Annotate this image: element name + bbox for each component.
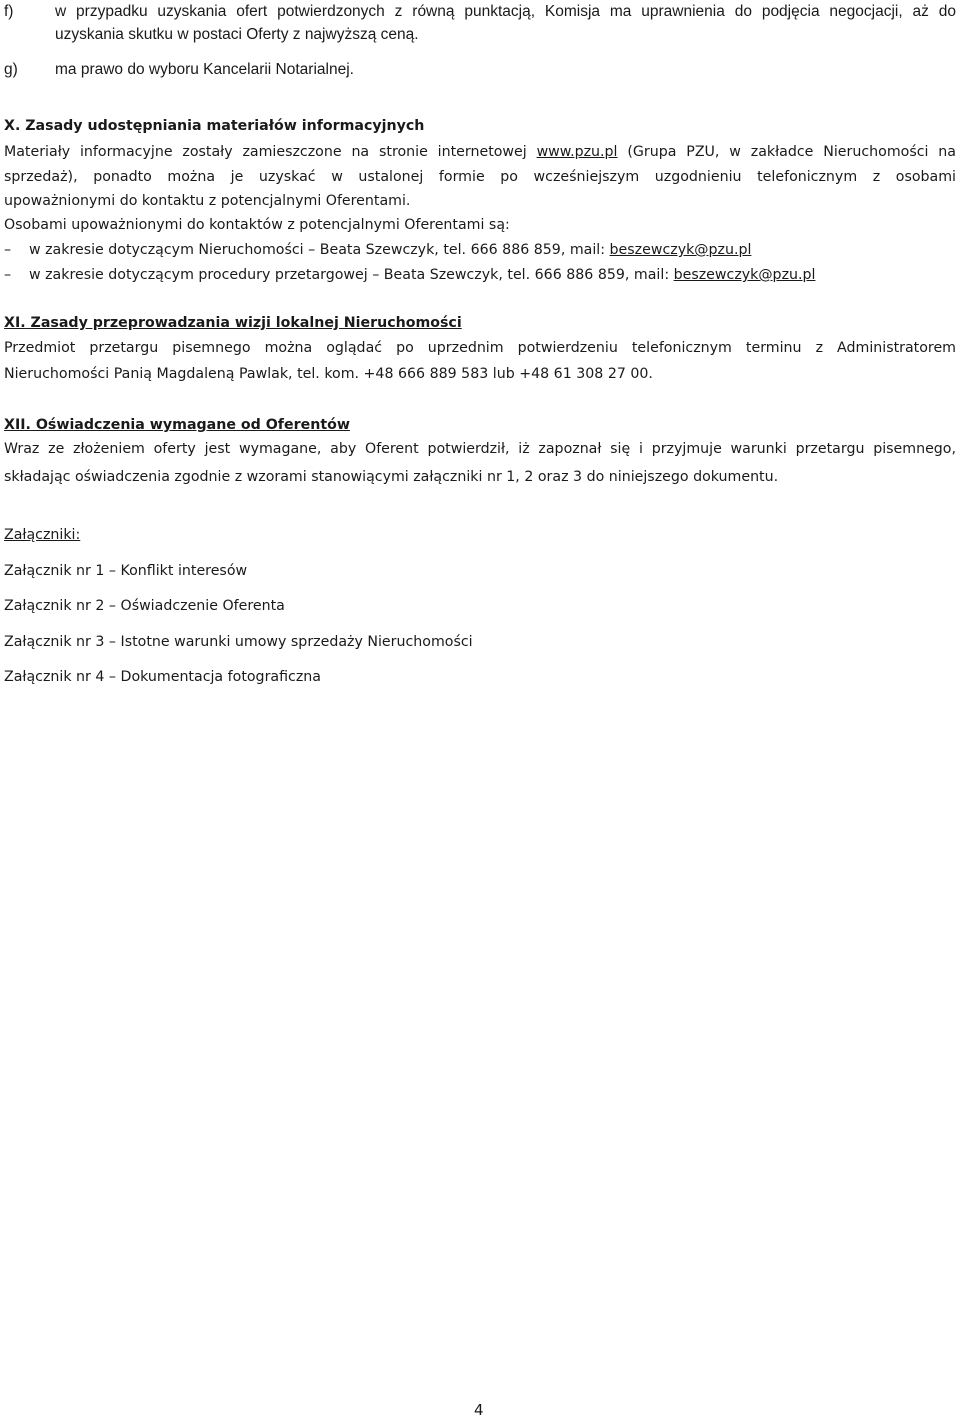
- email-link[interactable]: beszewczyk@pzu.pl: [673, 267, 816, 283]
- section-xi-line1: Przedmiot przetargu pisemnego można oglądać po uprzednim potwierdzeniu telefonicznym terminu z Administratorem: [4, 340, 956, 356]
- section-xii-line1: Wraz ze złożeniem oferty jest wymagane, aby Oferent potwierdził, iż zapoznał się i przyjmuje warunki przetargu pisemnego,: [4, 441, 956, 457]
- section-x-paragraph-line1: [4, 144, 956, 160]
- section-xi-heading: [4, 315, 960, 331]
- contact-item: [4, 242, 960, 258]
- dash-bullet: –: [4, 267, 12, 283]
- text: (Grupa PZU, w zakładce Nieruchomości na: [617, 144, 956, 160]
- list-marker: g): [4, 61, 18, 78]
- heading-text: Oświadczenia wymagane od Oferentów: [30, 417, 350, 433]
- list-item-f: [0, 3, 960, 21]
- heading-text: Zasady przeprowadzania wizji lokalnej Nieruchomości: [25, 315, 462, 331]
- dash-bullet: –: [4, 242, 12, 258]
- attachment-item: Załącznik nr 2 – Oświadczenie Oferenta: [4, 598, 285, 614]
- section-x-paragraph-line3: upoważnionymi do kontaktu z potencjalnymi Oferentami.: [4, 193, 411, 209]
- text: Materiały informacyjne zostały zamieszczone na stronie internetowej: [4, 144, 537, 160]
- section-x-contacts-intro: Osobami upoważnionymi do kontaktów z potencjalnymi Oferentami są:: [4, 217, 510, 233]
- contact-text: w zakresie dotyczącym procedury przetargowej – Beata Szewczyk, tel. 666 886 859, mail:: [29, 267, 674, 283]
- contact-text: w zakresie dotyczącym Nieruchomości – Beata Szewczyk, tel. 666 886 859, mail:: [29, 242, 610, 258]
- section-xii-line2: składając oświadczenia zgodnie z wzorami stanowiącymi załączniki nr 1, 2 oraz 3 do niniejszego dokumentu.: [4, 469, 779, 485]
- email-link[interactable]: beszewczyk@pzu.pl: [609, 242, 752, 258]
- section-x-paragraph-line2: sprzedaż), ponadto można je uzyskać w ustalonej formie po wcześniejszym uzgodnieniu telefonicznym z osobami: [4, 169, 956, 185]
- list-item-g-text: ma prawo do wyboru Kancelarii Notarialnej.: [55, 61, 354, 78]
- pzu-website-link[interactable]: www.pzu.pl: [536, 144, 618, 160]
- heading-number: XII.: [4, 417, 31, 433]
- list-item-f-line1: w przypadku uzyskania ofert potwierdzonych z równą punktacją, Komisja ma uprawnienia do podjęcia negocjacji, aż do: [55, 3, 956, 20]
- section-x-heading: X. Zasady udostępniania materiałów informacyjnych: [4, 118, 425, 134]
- contact-item: [4, 267, 960, 283]
- attachment-item: Załącznik nr 4 – Dokumentacja fotograficzna: [4, 669, 321, 685]
- attachments-heading: Załączniki:: [4, 527, 81, 543]
- list-item-f-line2: uzyskania skutku w postaci Oferty z najwyższą ceną.: [55, 26, 419, 43]
- list-marker: f): [4, 3, 14, 20]
- attachment-item: Załącznik nr 1 – Konflikt interesów: [4, 563, 248, 579]
- section-xii-heading: [4, 417, 960, 433]
- page-number: 4: [474, 1401, 484, 1419]
- section-xi-line2: Nieruchomości Panią Magdaleną Pawlak, tel. kom. +48 666 889 583 lub +48 61 308 27 00.: [4, 366, 653, 382]
- heading-number: XI.: [4, 315, 26, 331]
- attachment-item: Załącznik nr 3 – Istotne warunki umowy sprzedaży Nieruchomości: [4, 634, 473, 650]
